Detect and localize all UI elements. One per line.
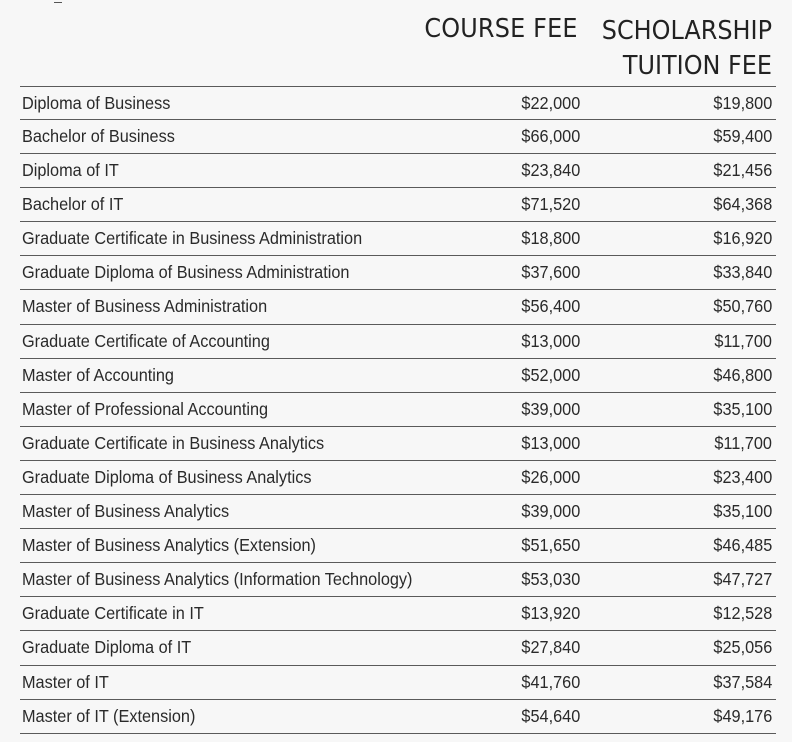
course-name-cell: Master of Business Analytics: [22, 501, 230, 522]
course-fee-cell: $41,760: [521, 671, 580, 692]
table-row: [20, 666, 776, 700]
course-fee-cell: $22,000: [521, 93, 580, 113]
course-name-cell: Graduate Certificate in Business Analytics: [22, 432, 325, 453]
course-name-cell: Bachelor of Business: [22, 126, 175, 146]
table-row: [20, 529, 776, 563]
course-fee-cell: $23,840: [521, 160, 580, 181]
course-fee-cell: $54,640: [521, 705, 580, 726]
scholarship-fee-cell: $23,400: [713, 466, 772, 487]
course-name-cell: Master of Business Administration: [22, 296, 268, 317]
scholarship-fee-cell: $16,920: [713, 228, 772, 249]
course-name-cell: Graduate Diploma of Business Administration: [22, 262, 350, 283]
course-fee-cell: $53,030: [521, 569, 580, 590]
table-row: [20, 154, 776, 188]
course-fee-cell: $66,000: [521, 126, 580, 146]
scholarship-fee-cell: $59,400: [713, 126, 772, 146]
scholarship-heading-line2: TUITION FEE: [622, 51, 772, 81]
course-fee-cell: $56,400: [521, 296, 580, 317]
course-name-cell: Master of Business Analytics (Information Technology): [22, 569, 413, 590]
table-row: [20, 188, 776, 222]
scholarship-fee-cell: $25,056: [713, 637, 772, 658]
table-row: [20, 256, 776, 290]
table-row: [20, 325, 776, 359]
course-name-cell: Diploma of IT: [22, 160, 119, 181]
scholarship-fee-cell: $19,800: [713, 93, 772, 113]
course-fee-cell: $71,520: [521, 194, 580, 215]
table-row: [20, 700, 776, 734]
scholarship-tuition-fee-heading: [602, 14, 772, 84]
course-name-cell: Bachelor of IT: [22, 194, 124, 215]
course-name-cell: Master of Professional Accounting: [22, 398, 269, 419]
table-row: [20, 631, 776, 665]
course-name-cell: Master of Business Analytics (Extension): [22, 535, 316, 556]
table-header: [0, 0, 792, 86]
scholarship-fee-cell: $37,584: [713, 671, 772, 692]
course-name-cell: Graduate Certificate in Business Administration: [22, 228, 363, 249]
course-name-cell: Master of IT: [22, 671, 109, 692]
table-row: [20, 87, 776, 120]
course-fee-cell: $18,800: [521, 228, 580, 249]
course-fee-cell: $37,600: [521, 262, 580, 283]
course-name-cell: Graduate Certificate in IT: [22, 603, 204, 624]
course-fee-cell: $13,920: [521, 603, 580, 624]
table-row: [20, 427, 776, 461]
scholarship-fee-cell: $12,528: [713, 603, 772, 624]
table-row: [20, 597, 776, 631]
course-name-cell: Master of Accounting: [22, 364, 174, 385]
course-fee-cell: $27,840: [521, 637, 580, 658]
scholarship-fee-cell: $64,368: [713, 194, 772, 215]
table-row: [20, 359, 776, 393]
scholarship-fee-cell: $11,700: [714, 330, 772, 351]
course-fee-cell: $13,000: [521, 330, 580, 351]
course-fee-cell: $52,000: [521, 364, 580, 385]
course-fee-cell: $51,650: [521, 535, 580, 556]
table-row: [20, 461, 776, 495]
course-name-cell: Graduate Diploma of Business Analytics: [22, 466, 312, 487]
scholarship-fee-cell: $21,456: [713, 160, 772, 181]
table-row: [20, 393, 776, 427]
scholarship-fee-cell: $50,760: [713, 296, 772, 317]
table-row: [20, 222, 776, 256]
table-row: [20, 563, 776, 597]
course-name-cell: Graduate Certificate of Accounting: [22, 330, 270, 351]
course-fee-cell: $26,000: [521, 466, 580, 487]
scholarship-fee-cell: $47,727: [713, 569, 772, 590]
scholarship-fee-cell: $33,840: [713, 262, 772, 283]
scholarship-fee-cell: $35,100: [713, 398, 772, 419]
scholarship-fee-cell: $46,800: [713, 364, 772, 385]
table-row: [20, 290, 776, 324]
scholarship-fee-cell: $35,100: [713, 501, 772, 522]
scholarship-fee-cell: $46,485: [713, 535, 772, 556]
table-row: [20, 495, 776, 529]
fee-table: [20, 86, 776, 734]
course-name-cell: Master of IT (Extension): [22, 705, 196, 726]
course-fee-cell: $39,000: [521, 398, 580, 419]
scholarship-heading-line1: SCHOLARSHIP: [601, 16, 772, 46]
course-name-cell: Diploma of Business: [22, 93, 171, 113]
course-name-cell: Graduate Diploma of IT: [22, 637, 192, 658]
course-fee-cell: $13,000: [521, 432, 580, 453]
table-row: [20, 120, 776, 154]
scholarship-fee-cell: $11,700: [714, 432, 772, 453]
course-fee-cell: $39,000: [521, 501, 580, 522]
course-fee-heading: COURSE FEE: [424, 14, 578, 44]
scholarship-fee-cell: $49,176: [713, 705, 772, 726]
